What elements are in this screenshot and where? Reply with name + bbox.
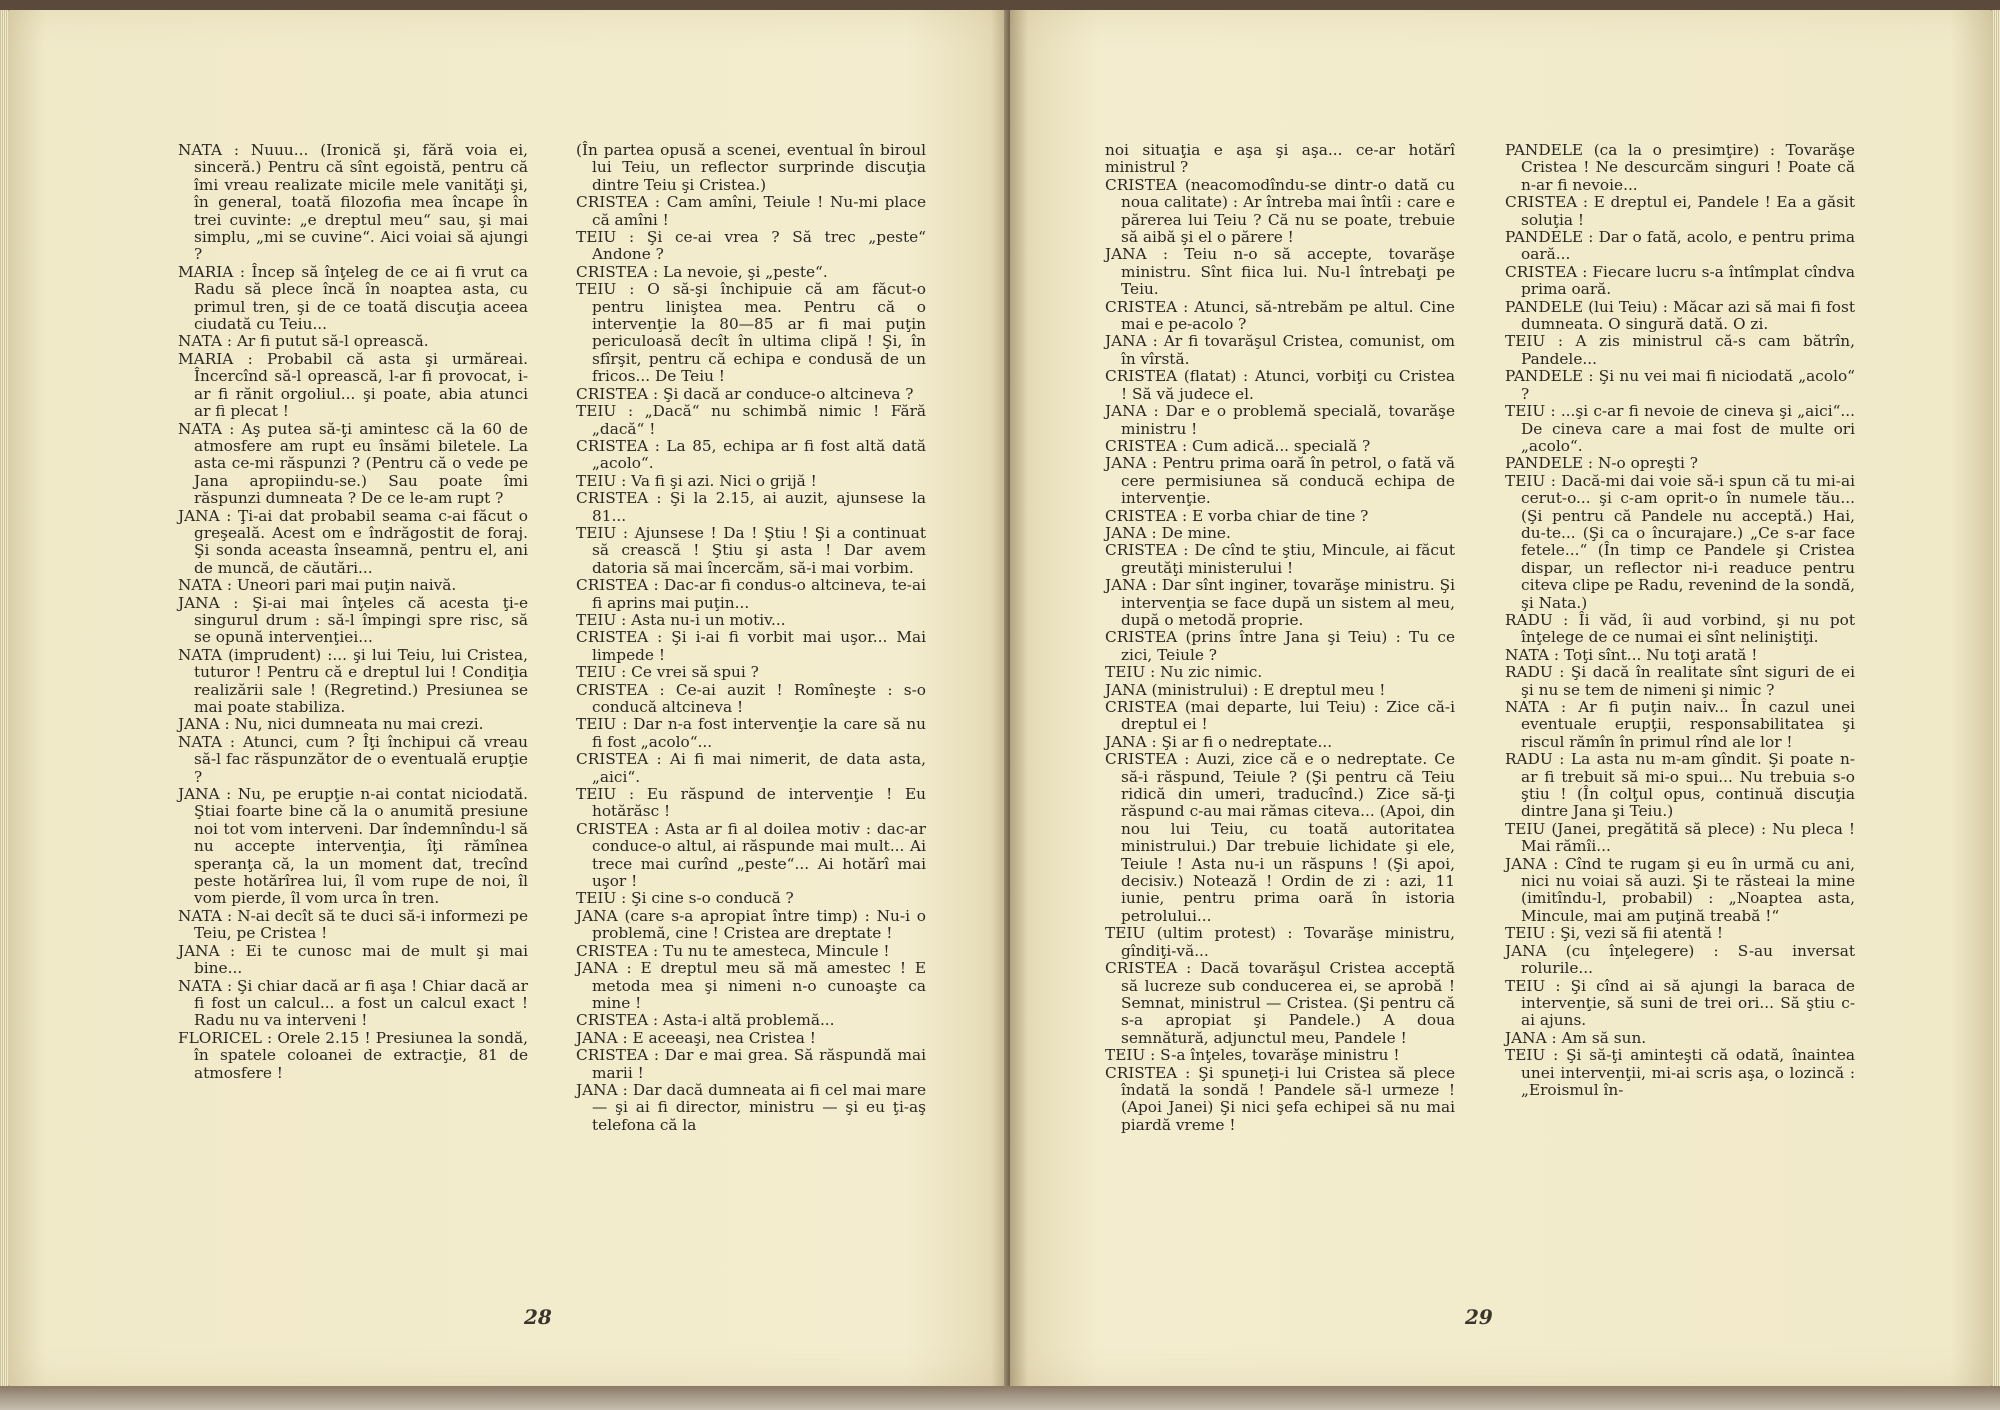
dialogue-line: JANA : Am să sun.: [1505, 1028, 1647, 1047]
dialogue-line: TEIU : „Dacă“ nu schimbă nimic ! Fără „dacă“ !: [576, 402, 926, 438]
dialogue-line: CRISTEA : Şi spuneţi-i lui Cristea să plece îndată la sondă ! Pandele să-l urmeze ! (Apoi Janei) Şi nici şefa echipei să nu mai piardă vreme !: [1105, 1063, 1455, 1134]
dialogue-line: JANA : Dar e o problemă specială, tovarăşe ministru !: [1105, 402, 1455, 438]
dialogue-line: CRISTEA : Dacă tovarăşul Cristea acceptă să lucreze sub conducerea ei, se aprobă ! Semnat, ministrul — Cristea. (Şi pentru că s-a apropiat şi Pandele.) A doua semnătură, adjunctul meu, Pandele !: [1105, 959, 1455, 1047]
dialogue-line: PANDELE : Şi nu vei mai fi niciodată „acolo“ ?: [1505, 367, 1855, 403]
dialogue-line: JANA (cu înţelegere) : S-au inversat rolurile...: [1505, 941, 1855, 978]
dialogue-line: JANA : Nu, pe erupţie n-ai contat niciodată. Ştiai foarte bine că la o anumită presiune noi tot vom interveni. Dar îndemnîndu-l să nu accepte intervenţia, îţi rămînea speranţa că, la un moment dat, trecînd peste hotărîrea lui, îl vom rupe de noi, îl vom pierde, îl vom urca în tren.: [178, 785, 528, 908]
dialogue-line: CRISTEA (mai departe, lui Teiu) : Zice că-i dreptul ei !: [1105, 698, 1455, 734]
right-page: [1010, 10, 1994, 1386]
dialogue-line: NATA (imprudent) :... şi lui Teiu, lui Cristea, tuturor ! Pentru că e dreptul lui ! Condiţia realizării sale ! (Regretind.) Presiunea se mai poate stabiliza.: [178, 645, 528, 716]
dialogue-line: PANDELE : N-o opreşti ?: [1505, 454, 1698, 473]
dialogue-line: CRISTEA : Tu nu te amesteca, Mincule !: [576, 941, 890, 960]
dialogue-line: RADU : La asta nu m-am gîndit. Şi poate n-ar fi trebuit să mi-o spui... Nu trebuia s-o ştiu ! (În colţul opus, continuă discuţia dintre Jana şi Teiu.): [1505, 750, 1855, 821]
dialogue-line: JANA : Şi-ai mai înţeles că acesta ţi-e singurul drum : să-l împingi spre risc, să se opună intervenţiei...: [178, 593, 528, 647]
dialogue-line: TEIU : Şi să-ţi aminteşti că odată, înaintea unei intervenţii, mi-ai scris aşa, o lozincă : „Eroismul în-: [1505, 1046, 1855, 1099]
dialogue-line: TEIU : Ce vrei să spui ?: [576, 663, 759, 682]
dialogue-line: JANA : Şi ar fi o nedreptate...: [1105, 732, 1333, 751]
dialogue-line: TEIU (ultim protest) : Tovarăşe ministru, gîndiţi-vă...: [1105, 924, 1455, 960]
dialogue-line: (În partea opusă a scenei, eventual în biroul lui Teiu, un reflector surprinde discuţia dintre Teiu şi Cristea.): [576, 141, 926, 194]
dialogue-line: JANA : Teiu n-o să accepte, tovarăşe ministru. Sînt fiica lui. Nu-l întrebaţi pe Teiu.: [1105, 245, 1455, 299]
dialogue-line: JANA : Dar dacă dumneata ai fi cel mai mare — şi ai fi director, ministru — şi eu ţi-aş telefona că la: [576, 1080, 926, 1134]
dialogue-line: TEIU : Şi cînd ai să ajungi la baraca de intervenţie, să suni de trei ori... Să ştiu c-ai ajuns.: [1505, 976, 1855, 1030]
dialogue-line: CRISTEA : La nevoie, şi „peste“.: [576, 262, 828, 281]
left-page-number: 28: [524, 1305, 552, 1329]
dialogue-line: JANA : Dar sînt inginer, tovarăşe ministru. Şi intervenţia se face după un sistem al meu, după o metodă proprie.: [1105, 576, 1455, 629]
dialogue-line: NATA : Nuuu... (Ironică şi, fără voia ei, sinceră.) Pentru că sînt egoistă, pentru că îmi vreau realizate micile mele vanităţi şi, în general, toată filozofia mea încape în trei cuvinte: „e dreptul meu“ sau, şi mai simplu, „mi se cuvine“. Aici voiai să ajungi ?: [178, 141, 528, 264]
dialogue-line: TEIU (Janei, pregătită să plece) : Nu pleca ! Mai rămîi...: [1505, 819, 1855, 856]
dialogue-line: TEIU : Asta nu-i un motiv...: [576, 610, 786, 629]
dialogue-line: TEIU : Şi ce-ai vrea ? Să trec „peste“ Andone ?: [576, 228, 926, 264]
left-page-column-1: [178, 142, 528, 1082]
dialogue-line: PANDELE (ca la o presimţire) : Tovarăşe Cristea ! Ne descurcăm singuri ! Poate că n-ar fi nevoie...: [1505, 141, 1855, 194]
dialogue-line: TEIU : Şi cine s-o conducă ?: [576, 889, 794, 908]
dialogue-line: TEIU : A zis ministrul că-s cam bătrîn, Pandele...: [1505, 332, 1855, 368]
dialogue-line: CRISTEA : E dreptul ei, Pandele ! Ea a găsit soluţia !: [1505, 193, 1855, 229]
dialogue-line: JANA (care s-a apropiat între timp) : Nu-i o problemă, cine ! Cristea are dreptate !: [576, 906, 926, 943]
dialogue-line: TEIU : S-a înţeles, tovarăşe ministru !: [1105, 1046, 1400, 1065]
dialogue-line: NATA : Şi chiar dacă ar fi aşa ! Chiar dacă ar fi fost un calcul... a fost un calcul exact ! Radu nu va interveni !: [178, 976, 528, 1030]
dialogue-line: TEIU : Ajunsese ! Da ! Ştiu ! Şi a continuat să crească ! Ştiu şi asta ! Dar avem datoria să mai încercăm, să-i mai vorbim.: [576, 523, 926, 577]
dialogue-line: CRISTEA : Asta-i altă problemă...: [576, 1011, 835, 1030]
dialogue-line: TEIU : O să-şi închipuie că am făcut-o pentru liniştea mea. Pentru că o intervenţie la 80—85 ar fi mai puţin periculoasă decît în ultima clipă ! Şi, în sfîrşit, pentru că echipa e condusă de un fricos... De Teiu !: [576, 280, 926, 386]
dialogue-line: TEIU : ...şi c-ar fi nevoie de cineva şi „aici“... De cineva care a mai fost de multe ori „acolo“.: [1505, 402, 1855, 455]
dialogue-line: CRISTEA : Cum adică... specială ?: [1105, 436, 1371, 455]
right-page-column-2: [1505, 142, 1855, 1099]
dialogue-line: CRISTEA (flatat) : Atunci, vorbiţi cu Cristea ! Să vă judece el.: [1105, 367, 1455, 403]
dialogue-line: NATA : Ar fi puţin naiv... În cazul unei eventuale erupţii, responsabilitatea şi riscul rămîn în primul rînd ale lor !: [1505, 698, 1855, 751]
left-page-edges: [0, 10, 8, 1386]
dialogue-line: CRISTEA : Ce-ai auzit ! Romîneşte : s-o conducă altcineva !: [576, 680, 926, 716]
dialogue-line: JANA : Ei te cunosc mai de mult şi mai bine...: [178, 941, 528, 978]
dialogue-line: JANA : Nu, nici dumneata nu mai crezi.: [178, 715, 484, 734]
dialogue-line: RADU : Îi văd, îi aud vorbind, şi nu pot înţelege de ce numai ei sînt neliniştiţi.: [1505, 610, 1855, 647]
right-page-number: 29: [1465, 1305, 1493, 1329]
dialogue-line: NATA : Toţi sînt... Nu toţi arată !: [1505, 645, 1758, 664]
dialogue-line: CRISTEA : Dac-ar fi condus-o altcineva, te-ai fi aprins mai puţin...: [576, 576, 926, 612]
dialogue-line: JANA : E dreptul meu să mă amestec ! E metoda mea şi nimeni n-o cunoaşte ca mine !: [576, 959, 926, 1012]
dialogue-line: CRISTEA : La 85, echipa ar fi fost altă dată „acolo“.: [576, 436, 926, 473]
dialogue-line: CRISTEA : Şi dacă ar conduce-o altcineva ?: [576, 384, 914, 403]
dialogue-line: CRISTEA : E vorba chiar de tine ?: [1105, 506, 1369, 525]
dialogue-line: NATA : Atunci, cum ? Îţi închipui că vreau să-l fac răspunzător de o eventuală erupţie ?: [178, 732, 528, 786]
dialogue-line: CRISTEA : Ai fi mai nimerit, de data asta, „aici“.: [576, 750, 926, 786]
dialogue-line: NATA : Aş putea să-ţi amintesc că la 60 de atmosfere am rupt eu însămi biletele. La asta ce-mi răspunzi ? (Pentru că o vede pe Jana apropiindu-se.) Sau poate îmi răspunzi dumneata ? De ce le-am rupt ?: [178, 419, 528, 508]
dialogue-line: PANDELE : Dar o fată, acolo, e pentru prima oară...: [1505, 228, 1855, 264]
dialogue-line: PANDELE (lui Teiu) : Măcar azi să mai fi fost dumneata. O singură dată. O zi.: [1505, 297, 1855, 334]
dialogue-line: TEIU : Nu zic nimic.: [1105, 663, 1263, 682]
dialogue-line: CRISTEA : Asta ar fi al doilea motiv : dac-ar conduce-o altul, ai răspunde mai mult... Ai trece mai curînd „peste“... Ai hotărî mai uşor !: [576, 819, 926, 891]
dialogue-line: JANA : Cînd te rugam şi eu în urmă cu ani, nici nu voiai să auzi. Şi te răsteai la mine (imitîndu-l, probabil) : „Noaptea asta, Mincule, mai am puţină treabă !“: [1505, 854, 1855, 925]
dialogue-line: TEIU : Şi, vezi să fii atentă !: [1505, 924, 1724, 943]
dialogue-line: JANA : Pentru prima oară în petrol, o fată vă cere permisiunea să conducă echipa de intervenţie.: [1105, 454, 1455, 508]
dialogue-line: CRISTEA : Atunci, să-ntrebăm pe altul. Cine mai e pe-acolo ?: [1105, 297, 1455, 334]
dialogue-line: JANA : E aceeaşi, nea Cristea !: [576, 1028, 816, 1047]
dialogue-line: CRISTEA : Cam amîni, Teiule ! Nu-mi place că amîni !: [576, 193, 926, 229]
dialogue-line: JANA : Ţi-ai dat probabil seama c-ai făcut o greşeală. Acest om e îndrăgostit de foraj. Şi sonda aceasta înseamnă, pentru el, ani de muncă, de căutări...: [178, 506, 528, 577]
dialogue-line: NATA : Ar fi putut să-l oprească.: [178, 332, 429, 351]
dialogue-line: FLORICEL : Orele 2.15 ! Presiunea la sondă, în spatele coloanei de extracţie, 81 de atmosfere !: [178, 1028, 528, 1082]
dialogue-line: CRISTEA : Şi la 2.15, ai auzit, ajunsese la 81...: [576, 489, 926, 525]
dialogue-line: CRISTEA : Dar e mai grea. Să răspundă mai marii !: [576, 1046, 926, 1082]
left-page-column-2: [576, 142, 926, 1134]
dialogue-line: CRISTEA : Fiecare lucru s-a întîmplat cîndva prima oară.: [1505, 262, 1855, 299]
dialogue-line: CRISTEA (neacomodîndu-se dintr-o dată cu noua calitate) : Ar întreba mai întîi : care e părerea lui Teiu ? Că nu se poate, trebuie să aibă şi el o părere !: [1105, 175, 1455, 247]
left-page: [6, 10, 1010, 1386]
dialogue-line: JANA : De mine.: [1105, 523, 1231, 542]
dialogue-line: RADU : Şi dacă în realitate sînt siguri de ei şi nu se tem de nimeni şi nimic ?: [1505, 663, 1855, 699]
dialogue-line: CRISTEA : De cînd te ştiu, Mincule, ai făcut greutăţi ministerului !: [1105, 541, 1455, 577]
dialogue-line: CRISTEA : Şi i-ai fi vorbit mai uşor... Mai limpede !: [576, 628, 926, 664]
right-page-column-1: [1105, 142, 1455, 1134]
dialogue-line: TEIU : Va fi şi azi. Nici o grijă !: [576, 471, 817, 490]
dialogue-line: NATA : Uneori pari mai puţin naivă.: [178, 576, 457, 595]
dialogue-line: CRISTEA : Auzi, zice că e o nedreptate. Ce să-i răspund, Teiule ? (Şi pentru că Teiu ridică din umeri, traducînd.) Zice să-ţi răspund c-au mai rămas citeva... (Apoi, din nou lui Teiu, cu toată autoritatea ministrului.) Dar trebuie lichidate şi ele, Teiule ! Asta nu-i un răspuns ! (Şi apoi, decisiv.) Notează ! Ordin de zi : azi, 11 iunie, pentru prima oară în istoria petrolului...: [1105, 750, 1455, 925]
dialogue-line: MARIA : Încep să înţeleg de ce ai fi vrut ca Radu să plece încă în noaptea asta, cu primul tren, şi de ce toată discuţia aceea ciudată cu Teiu...: [178, 262, 528, 334]
dialogue-line: NATA : N-ai decît să te duci să-i informezi pe Teiu, pe Cristea !: [178, 906, 528, 943]
dialogue-line: TEIU : Dar n-a fost intervenţie la care să nu fi fost „acolo“...: [576, 715, 926, 751]
right-page-edges: [1992, 10, 2000, 1386]
dialogue-line: JANA (ministrului) : E dreptul meu !: [1105, 680, 1386, 699]
dialogue-line: CRISTEA (prins între Jana şi Teiu) : Tu ce zici, Teiule ?: [1105, 628, 1455, 664]
dialogue-line: TEIU : Dacă-mi dai voie să-i spun că tu mi-ai cerut-o... şi c-am oprit-o în numele tău... (Şi pentru că Pandele nu acceptă.) Hai, du-te... (Şi ca o încurajare.) „Ce s-ar face fetele...“ (În timp ce Pandele şi Cristea dispar, un reflector ni-i readuce pentru citeva clipe pe Radu, revenind de la sondă, şi Nata.): [1505, 471, 1855, 612]
dialogue-line: noi situaţia e aşa şi aşa... ce-ar hotărî ministrul ?: [1105, 141, 1455, 177]
dialogue-line: JANA : Ar fi tovarăşul Cristea, comunist, om în vîrstă.: [1105, 332, 1455, 368]
book-cover-edge: [0, 1386, 2000, 1410]
dialogue-line: MARIA : Probabil că asta şi urmăreai. Încercînd să-l oprească, l-ar fi provocat, i-ar fi rănit orgoliul... şi poate, abia atunci ar fi plecat !: [178, 349, 528, 421]
dialogue-line: TEIU : Eu răspund de intervenţie ! Eu hotărăsc !: [576, 785, 926, 821]
